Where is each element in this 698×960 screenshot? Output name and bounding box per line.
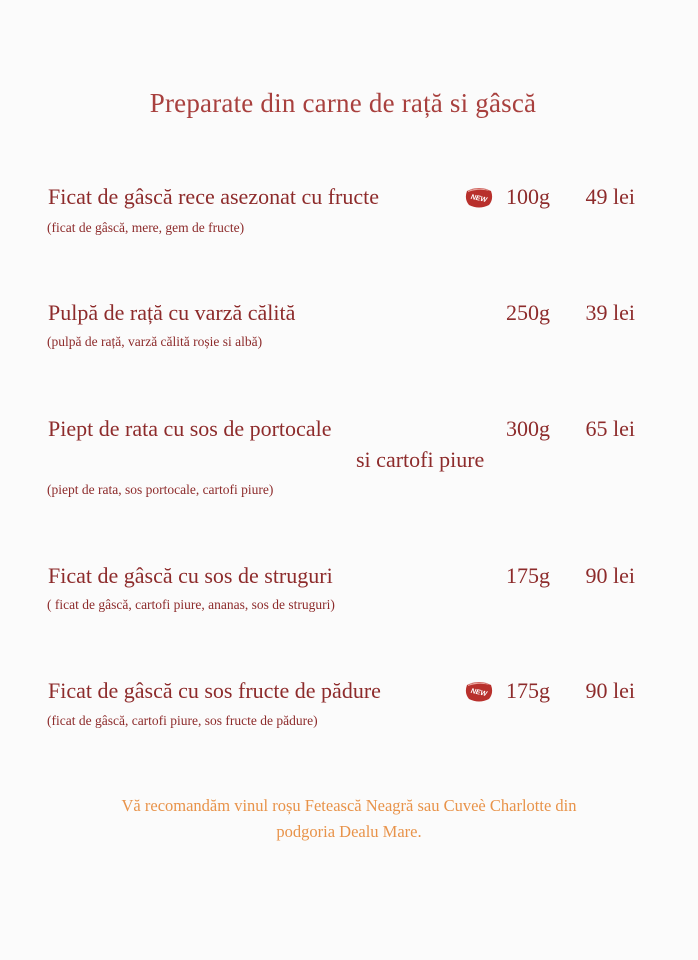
menu-item	[0, 563, 698, 623]
item-description: ( ficat de gâscă, cartofi piure, ananas, sos de struguri)	[47, 597, 335, 612]
item-weight: 250g	[506, 300, 550, 325]
item-weight: 175g	[506, 678, 550, 703]
item-weight: 100g	[506, 184, 550, 209]
wine-recommendation-line: podgoria Dealu Mare.	[276, 822, 422, 841]
new-badge-icon	[464, 185, 494, 209]
menu-item	[0, 416, 698, 506]
item-name: Piept de rata cu sos de portocale	[48, 416, 332, 441]
item-weight: 300g	[506, 416, 550, 441]
item-description: (pulpă de rață, varză călită roșie si albă)	[47, 334, 263, 349]
item-weight: 175g	[506, 563, 550, 588]
item-description: (ficat de gâscă, cartofi piure, sos fructe de pădure)	[47, 713, 318, 728]
item-price: 39 lei	[585, 300, 635, 325]
svg-text:NEW: NEW	[470, 687, 488, 699]
item-description: (piept de rata, sos portocale, cartofi piure)	[47, 482, 274, 497]
item-price: 90 lei	[585, 678, 635, 703]
new-badge-icon	[464, 679, 494, 703]
menu-item	[0, 184, 698, 244]
svg-text:NEW: NEW	[470, 193, 488, 205]
item-name: Pulpă de rață cu varză călită	[48, 300, 296, 325]
wine-recommendation	[0, 793, 698, 845]
menu-item	[0, 300, 698, 360]
item-description: (ficat de gâscă, mere, gem de fructe)	[47, 220, 245, 235]
item-price: 90 lei	[585, 563, 635, 588]
item-name: Ficat de gâscă cu sos de struguri	[48, 563, 333, 588]
item-name: Ficat de gâscă cu sos fructe de pădure	[48, 678, 381, 703]
item-price: 49 lei	[585, 184, 635, 209]
page-title: Preparate din carne de rață si gâscă	[149, 88, 537, 118]
menu-item	[0, 678, 698, 738]
wine-recommendation-line: Vă recomandăm vinul roșu Fetească Neagră sau Cuveè Charlotte din	[121, 796, 577, 815]
item-price: 65 lei	[585, 416, 635, 441]
item-name: Ficat de gâscă rece asezonat cu fructe	[48, 184, 380, 209]
item-name-continuation: si cartofi piure	[356, 447, 485, 472]
